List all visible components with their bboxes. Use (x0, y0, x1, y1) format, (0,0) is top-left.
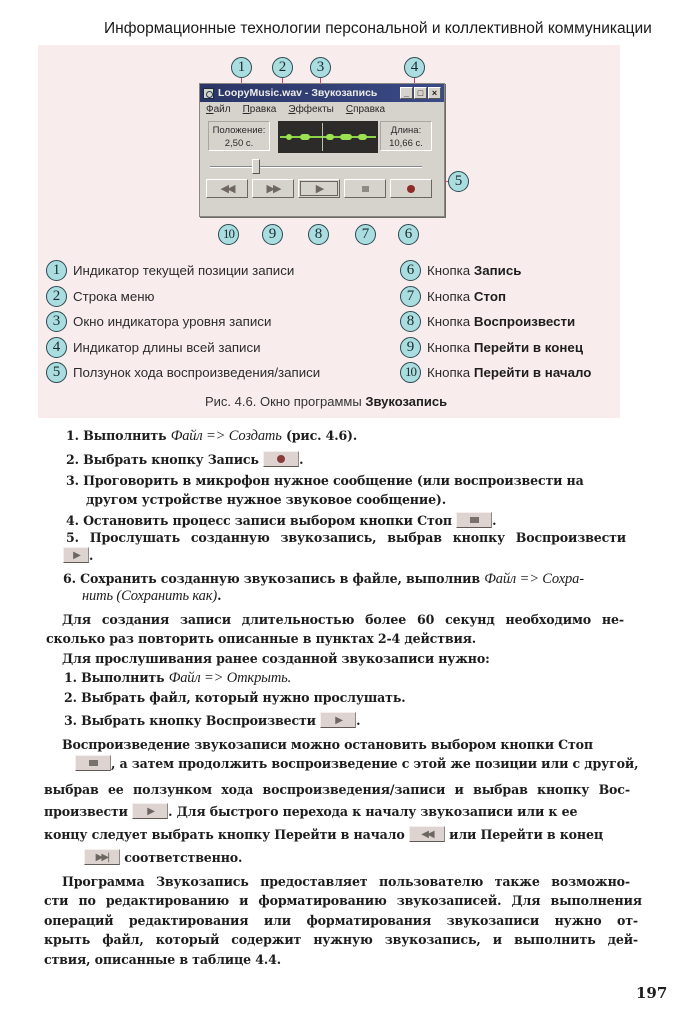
word: Программа (62, 874, 145, 889)
word: и (239, 893, 249, 908)
step-create-3-cont: другом устройстве нужное звуковое сообщение). (86, 492, 446, 507)
word: Вос- (598, 782, 630, 797)
step-text: Выбрать кнопку Запись (83, 452, 259, 467)
word: не- (601, 612, 624, 627)
step-number: 2. (64, 690, 77, 705)
menu-edit[interactable]: Правка (242, 104, 277, 115)
step-create-6 (63, 571, 584, 588)
legend-item (46, 284, 320, 310)
menu-path: Файл => Открыть. (168, 670, 292, 686)
legend-number: 8 (400, 311, 421, 332)
legend-number: 3 (46, 311, 67, 332)
word: форматирования (306, 913, 432, 928)
word: ее (107, 782, 124, 797)
caption-prefix: Рис. 4.6. Окно программы (205, 394, 362, 409)
menu-path: Файл => Сохра- (484, 571, 584, 587)
app-icon (203, 88, 214, 99)
legend-text: Окно индикатора уровня записи (73, 314, 272, 330)
word: содержит (231, 932, 302, 947)
rewind-icon: ◀◀ (421, 828, 433, 840)
step-text: Выполнить (83, 428, 167, 443)
legend-bold: Стоп (473, 288, 506, 304)
legend-number: 5 (46, 362, 67, 383)
legend-number: 9 (400, 337, 421, 358)
word: длительностью (241, 612, 355, 627)
legend-item (46, 309, 320, 335)
para-stop-line6 (84, 849, 242, 865)
word: 60 (416, 612, 435, 627)
word: звукозапись, (280, 530, 377, 545)
legend-number: 4 (46, 337, 67, 358)
record-icon (277, 455, 285, 463)
step-number: 4. (66, 513, 79, 528)
step-create-1 (66, 428, 357, 445)
rewind-icon: ◀◀ (220, 182, 234, 195)
word: и (492, 932, 502, 947)
inline-seek-end-button (84, 849, 120, 865)
step-text: Выбрать файл, который нужно прослушать. (81, 690, 406, 705)
inline-play-button (132, 803, 168, 819)
para-edit-line3 (44, 913, 638, 928)
word: хода (221, 782, 254, 797)
word: и (454, 782, 464, 797)
legend-prefix: Кнопка (427, 339, 471, 355)
legend-number: 6 (400, 260, 421, 281)
step-create-5 (66, 530, 626, 545)
step-text: Сохранить созданную звукозапись в файле, выполнив (80, 571, 480, 586)
slider-thumb[interactable] (252, 159, 260, 174)
word: Прослушать (89, 530, 180, 545)
legend-bold: Запись (473, 263, 522, 279)
word: дей- (607, 932, 638, 947)
legend-text: Строка меню (73, 288, 155, 304)
caption-bold: Звукозапись (365, 394, 448, 409)
para-stop-line1: Воспроизведение звукозаписи можно остановить выбором кнопки Стоп (62, 737, 593, 752)
play-icon: ▶ (315, 182, 323, 195)
stop-button[interactable] (344, 179, 386, 198)
text: соответственно. (124, 850, 243, 865)
running-head: Информационные технологии персональной и коллективной коммуникации (104, 20, 652, 37)
callout-6: 6 (398, 224, 419, 245)
fast-forward-icon: ▶▶ (266, 182, 280, 195)
word: необходимо (505, 612, 592, 627)
fast-forward-icon: ▶▶| (95, 851, 109, 863)
callout-2: 2 (272, 57, 293, 78)
menu-effects[interactable]: Эффекты (288, 104, 334, 115)
para-stop-line4 (44, 803, 577, 819)
step-number: 1. (66, 428, 79, 443)
legend-item (46, 360, 320, 386)
step-listen-2 (64, 690, 405, 705)
word: операций (44, 913, 114, 928)
step-tail: . (356, 713, 361, 728)
word: ползунком (133, 782, 212, 797)
inline-record-button (263, 451, 299, 467)
step-text: Выбрать кнопку Воспроизвести (81, 713, 316, 728)
legend-item (400, 284, 591, 310)
text: . Для быстрого перехода к началу звукозаписи или к ее (168, 804, 578, 819)
word: от- (616, 913, 638, 928)
step-text: Проговорить в микрофон нужное сообщение (или воспроизвести на (83, 473, 584, 488)
legend-text: Ползунок хода воспроизведения/записи (73, 365, 321, 381)
window-title: LoopyMusic.wav - Звукозапись (218, 87, 378, 99)
para-stop-line3 (44, 782, 630, 797)
seek-start-button[interactable] (206, 179, 248, 198)
play-icon: ▶ (147, 805, 153, 817)
legend-bold: Воспроизвести (473, 314, 576, 330)
legend-prefix: Кнопка (427, 365, 471, 381)
word: редактирования (128, 913, 249, 928)
legend-number: 10 (400, 362, 421, 383)
word: Звукозапись (155, 874, 249, 889)
close-button[interactable]: × (428, 87, 441, 99)
legend-item (400, 309, 591, 335)
text: концу следует выбрать кнопку Перейти в начало (44, 827, 405, 842)
step-listen-3 (64, 712, 360, 728)
word: пользователю (378, 874, 484, 889)
para-stop-line5 (44, 826, 603, 842)
legend-item (400, 335, 591, 361)
callout-4: 4 (404, 57, 425, 78)
step-tail: (рис. 4.6). (285, 428, 358, 443)
slider-track[interactable] (210, 166, 422, 168)
step-number: 3. (64, 713, 77, 728)
length-value: 10,66 с. (389, 138, 423, 149)
step-tail: . (299, 452, 304, 467)
stop-icon (470, 517, 479, 523)
legend-right (400, 258, 591, 386)
word: звукозапись, (384, 932, 481, 947)
word: выполнения (550, 893, 642, 908)
word: также (494, 874, 540, 889)
legend-number: 1 (46, 260, 67, 281)
minimize-button[interactable]: _ (400, 87, 413, 99)
word: сти (44, 893, 69, 908)
maximize-button[interactable]: □ (414, 87, 427, 99)
word: более (365, 612, 407, 627)
record-button[interactable] (390, 179, 432, 198)
word: форматированию (258, 893, 387, 908)
word: секунд (445, 612, 495, 627)
callout-8: 8 (308, 224, 329, 245)
word: по (78, 893, 96, 908)
word: который (155, 932, 220, 947)
legend-prefix: Кнопка (427, 263, 471, 279)
step-create-5-cont (63, 547, 93, 563)
play-button[interactable] (298, 179, 340, 198)
inline-stop-button (75, 755, 111, 771)
legend-item (46, 335, 320, 361)
word: возможно- (551, 874, 630, 889)
stop-icon (362, 186, 369, 192)
legend-prefix: Кнопка (427, 288, 471, 304)
position-value: 2,50 с. (224, 138, 254, 149)
word: или (263, 913, 291, 928)
legend-text: Индикатор текущей позиции записи (73, 263, 295, 279)
listen-intro: Для прослушивания ранее созданной звукозаписи нужно: (62, 651, 490, 666)
length-indicator (380, 121, 432, 151)
menu-file[interactable]: Файл (206, 104, 231, 115)
word: Для (511, 893, 541, 908)
legend-item (46, 258, 320, 284)
menu-help[interactable]: Справка (345, 104, 386, 115)
page-number: 197 (636, 984, 668, 1002)
legend-number: 2 (46, 286, 67, 307)
legend-prefix: Кнопка (427, 314, 471, 330)
play-icon: ▶ (335, 714, 341, 726)
word: выполнить (514, 932, 596, 947)
step-number: 5. (66, 530, 79, 545)
text: или Перейти в конец (449, 827, 603, 842)
callout-5: 5 (448, 171, 469, 192)
text: , а затем продолжить воспроизведение с этой же позиции или с другой, (111, 756, 639, 771)
step-number: 3. (66, 473, 79, 488)
sound-recorder-window (199, 83, 445, 217)
step-tail: . (89, 548, 94, 563)
word: кнопку (452, 530, 505, 545)
inline-seek-start-button (409, 826, 445, 842)
legend-bold: Перейти в начало (473, 365, 592, 381)
level-indicator-waveform (278, 121, 378, 153)
stop-icon (89, 760, 98, 766)
callout-3: 3 (310, 57, 331, 78)
step-create-2 (66, 451, 303, 467)
callout-7: 7 (355, 224, 376, 245)
word: Для (62, 612, 91, 627)
legend-bold: Перейти в конец (473, 339, 584, 355)
para-60s-line1 (62, 612, 624, 627)
word: выбрав (44, 782, 99, 797)
word: записи (180, 612, 231, 627)
word: редактированию (105, 893, 229, 908)
step-tail: . (217, 588, 222, 603)
legend-number: 7 (400, 286, 421, 307)
word: кнопку (537, 782, 590, 797)
word: нужно (554, 913, 602, 928)
step-create-6-cont (82, 588, 221, 605)
progress-slider[interactable] (200, 158, 444, 176)
step-tail: . (492, 513, 497, 528)
para-60s-line2: сколько раз повторить описанные в пунктах 2-4 действия. (46, 631, 477, 646)
para-edit-line5: ствия, описанные в таблице 4.4. (44, 952, 281, 967)
step-number: 1. (64, 670, 77, 685)
para-edit-line4 (44, 932, 638, 947)
word: крыть (44, 932, 91, 947)
menu-bar (200, 102, 444, 118)
menu-path: Файл => Создать (170, 428, 282, 444)
position-indicator (208, 121, 270, 151)
callout-10: 10 (218, 224, 239, 245)
menu-path: нить (Сохранить как) (82, 588, 218, 604)
callout-9: 9 (262, 224, 283, 245)
word: выбрав (473, 782, 528, 797)
step-number: 6. (63, 571, 76, 586)
legend-left (46, 258, 320, 386)
word: предоставляет (260, 874, 368, 889)
legend-text: Индикатор длины всей записи (73, 339, 261, 355)
legend-item (400, 258, 591, 284)
inline-play-button (320, 712, 356, 728)
word: созданную (190, 530, 270, 545)
para-edit-line2 (44, 893, 642, 908)
step-text: Выполнить (81, 670, 165, 685)
word: создания (101, 612, 170, 627)
step-listen-1 (64, 670, 291, 687)
callout-1: 1 (231, 57, 252, 78)
word: Воспроизвести (515, 530, 626, 545)
window-titlebar (200, 84, 444, 102)
legend-item (400, 360, 591, 386)
word: файл, (102, 932, 144, 947)
word: звукозаписей. (396, 893, 502, 908)
step-number: 2. (66, 452, 79, 467)
step-create-4 (66, 512, 496, 528)
position-label: Положение: (212, 125, 266, 136)
inline-play-button (63, 547, 89, 563)
seek-end-button[interactable] (252, 179, 294, 198)
step-text: Остановить процесс записи выбором кнопки Стоп (83, 513, 452, 528)
figure-caption (205, 394, 447, 409)
step-create-3 (66, 473, 584, 488)
para-edit-line1 (62, 874, 630, 889)
text: произвести (44, 804, 128, 819)
word: воспроизведения/записи (262, 782, 446, 797)
record-icon (407, 185, 415, 193)
play-icon: ▶ (73, 549, 79, 561)
word: звукозаписи (446, 913, 540, 928)
inline-stop-button (456, 512, 492, 528)
length-label: Длина: (390, 125, 422, 136)
para-stop-line2 (75, 755, 638, 771)
word: выбрав (387, 530, 442, 545)
word: нужную (313, 932, 373, 947)
